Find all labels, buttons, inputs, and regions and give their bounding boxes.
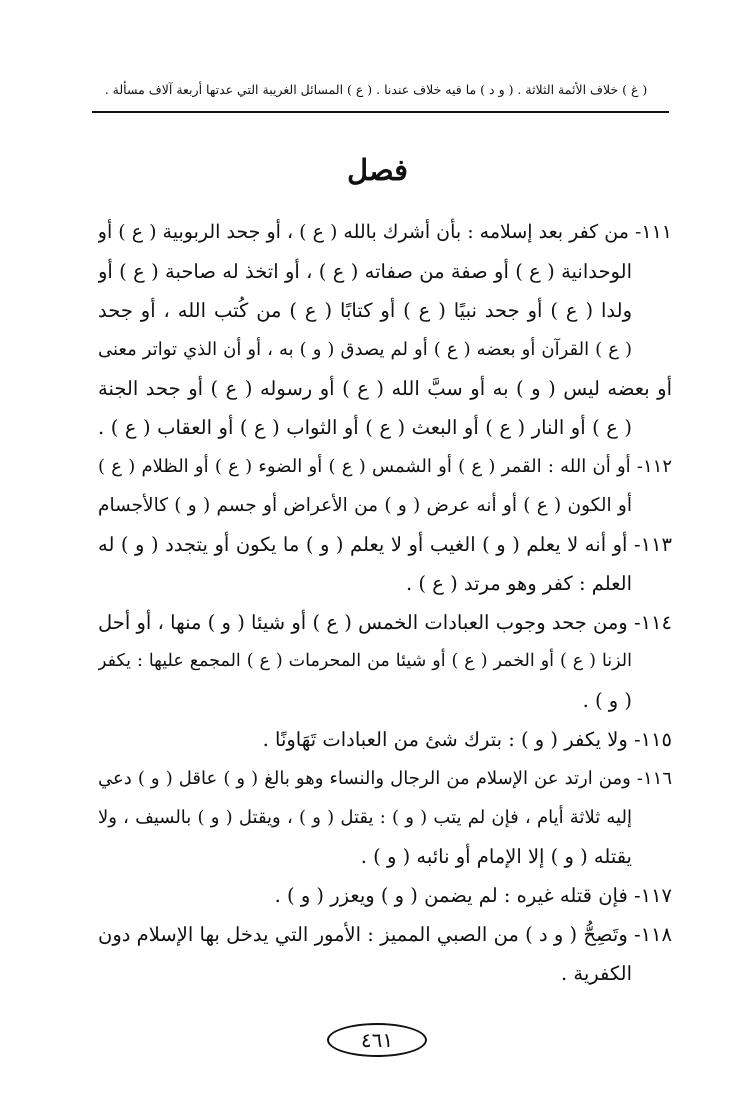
text-line: ١١٦- ومن ارتد عن الإسلام من الرجال والنساء وهو بالغ ( و ) عاقل ( و ) دعي [98,768,672,789]
text-line: يقتله ( و ) إلا الإمام أو نائبه ( و ) . [360,845,632,868]
text-line: أو الكون ( ع ) أو أنه عرض ( و ) من الأعراض أو جسم ( و ) كالأجسام [98,495,632,516]
text-line: ١١٥- ولا يكفر ( و ) : بترك شئ من العبادات تَهَاونًا . [262,728,672,751]
text-line: ١١١- من كفر بعد إسلامه : بأن أشرك بالله ( ع ) ، أو جحد الربوبية ( ع ) أو [98,221,672,243]
text-line: ( ع ) القرآن أو بعضه ( ع ) أو لم يصدق ( و ) به ، أو أن الذي تواتر معنى [98,339,632,360]
text-line: ١١٣- أو أنه لا يعلم ( و ) الغيب أو لا يعلم ( و ) ما يكون أو يتجدد ( و ) له [98,533,672,556]
text-line: ١١٤- ومن جحد وجوب العبادات الخمس ( ع ) أو شيئا ( و ) منها ، أو أحل [98,611,672,634]
header-rule [92,111,669,113]
running-header: ( غ ) خلاف الأئمة الثلاثة . ( و د ) ما فيه خلاف عندنا . ( ع ) المسائل الغريبة التي عدتها أربعة آلاف مسألة . [104,82,648,97]
text-line: إليه ثلاثة أيام ، فإن لم يتب ( و ) : يقتل ( و ) ، ويقتل ( و ) بالسيف ، ولا [98,807,632,828]
text-line: ١١٧- فإن قتله غيره : لم يضمن ( و ) ويعزر ( و ) . [274,884,672,907]
text-line: ( ع ) أو النار ( ع ) أو البعث ( ع ) أو الثواب ( ع ) أو العقاب ( ع ) . [98,416,632,439]
text-line: الكفرية . [560,962,632,985]
text-line: ولدا ( ع ) أو جحد نبيًا ( ع ) أو كتابًا ( ع ) من كُتب الله ، أو جحد [98,299,632,322]
text-line: الوحدانية ( ع ) أو صفة من صفاته ( ع ) ، أو اتخذ له صاحبة ( ع ) أو [98,260,632,283]
text-line: ١١٢- أو أن الله : القمر ( ع ) أو الشمس ( ع ) أو الضوء ( ع ) أو الظلام ( ع ) [98,456,672,477]
text-line: ١١٨- وتَصِحُّ ( و د ) من الصبي المميز : الأمور التي يدخل بها الإسلام دون [98,923,672,946]
text-line: العلم : كفر وهو مرتد ( ع ) . [406,572,632,595]
text-body [98,213,672,993]
page-number: ٤٦١ [327,1023,427,1057]
section-title: فصل [347,153,408,187]
text-line: ( و ) . [582,689,632,712]
text-line: الزنا ( ع ) أو الخمر ( ع ) أو شيئا من المحرمات ( ع ) المجمع عليها : يكفر [98,651,632,671]
text-line: أو بعضه ليس ( و ) به أو سبَّ الله ( ع ) أو رسوله ( ع ) أو جحد الجنة [98,377,672,400]
